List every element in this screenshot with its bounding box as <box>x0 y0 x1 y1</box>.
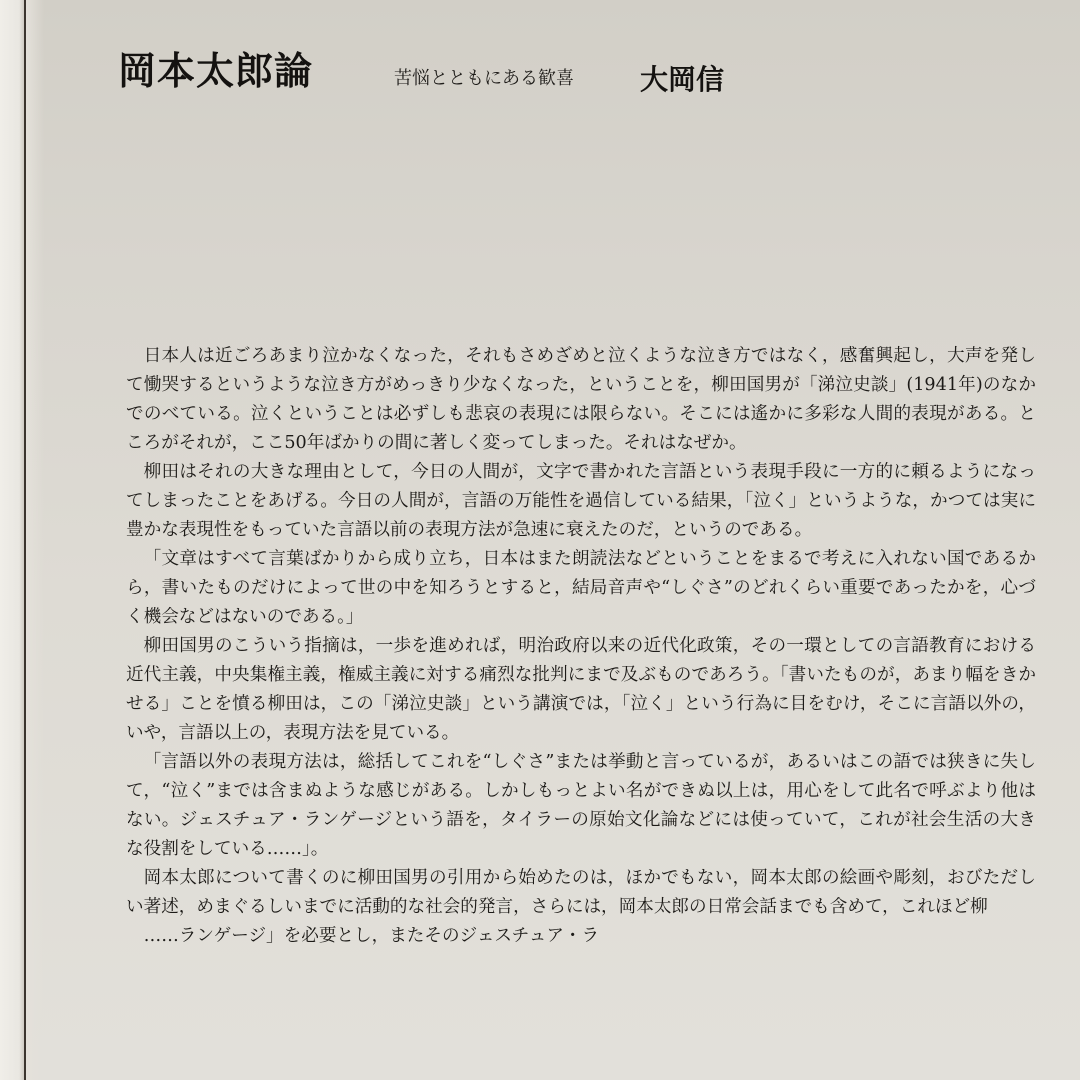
article-body <box>126 342 1036 951</box>
article-header <box>118 40 818 100</box>
paragraph-4: 柳田国男のこういう指摘は，一歩を進めれば，明治政府以来の近代化政策，その一環としての言語教育における近代主義，中央集権主義，権威主義に対する痛烈な批判にまで及ぶものであろう。「書いたものが，あまり幅をきかせる」ことを憤る柳田は，この「涕泣史談」という講演では，「泣く」という行為に目をむけ，そこに言語以外の，いや，言語以上の，表現方法を見ている。 <box>126 636 1036 743</box>
article-author: 大岡信 <box>640 63 725 96</box>
paragraph-6-cutoff-line: ……ランゲージ」を必要とし，またそのジェスチュア・ラ <box>143 926 600 946</box>
article-subtitle: 苦悩とともにある歓喜 <box>394 68 574 89</box>
paragraph-6: 岡本太郎について書くのに柳田国男の引用から始めたのは，ほかでもない，岡本太郎の絵画や彫刻，おびただしい著述，めまぐるしいまでに活動的な社会的発言，さらには，岡本太郎の日常会話までも含めて，これほど柳 <box>126 868 1036 917</box>
paragraph-1: 日本人は近ごろあまり泣かなくなった，それもさめざめと泣くような泣き方ではなく，感奮興起し，大声を発して慟哭するというような泣き方がめっきり少なくなった，ということを，柳田国男が「涕泣史談」(1941年)のなかでのべている。泣くということは必ずしも悲哀の表現には限らない。そこには遙かに多彩な人間的表現がある。ところがそれが，ここ50年ばかりの間に著しく変ってしまった。それはなぜか。 <box>126 346 1036 453</box>
paragraph-3-quote: 「文章はすべて言葉ばかりから成り立ち，日本はまた朗読法などということをまるで考えに入れない国であるから，書いたものだけによって世の中を知ろうとすると，結局音声や“しぐさ”のどれくらい重要であったかを，心づく機会などはないのである。」 <box>126 549 1036 627</box>
paragraph-2: 柳田はそれの大きな理由として，今日の人間が，文字で書かれた言語という表現手段に一方的に頼るようになってしまったことをあげる。今日の人間が，言語の万能性を過信している結果，「泣く」というような，かつては実に豊かな表現性をもっていた言語以前の表現方法が急速に衰えたのだ，というのである。 <box>126 462 1036 540</box>
underlying-page <box>0 0 24 1080</box>
paragraph-5-quote: 「言語以外の表現方法は，総括してこれを“しぐさ”または挙動と言っているが，あるいはこの語では狭きに失して，“泣く”までは含まぬような感じがある。しかしもっとよい名ができぬ以上は，用心をして此名で呼ぶより他はない。ジェスチュア・ランゲージという語を，タイラーの原始文化論などには使っていて，これが社会生活の大きな役割をしている……」。 <box>126 752 1036 859</box>
book-page <box>26 0 1080 1080</box>
article-title: 岡本太郎論 <box>118 49 314 93</box>
